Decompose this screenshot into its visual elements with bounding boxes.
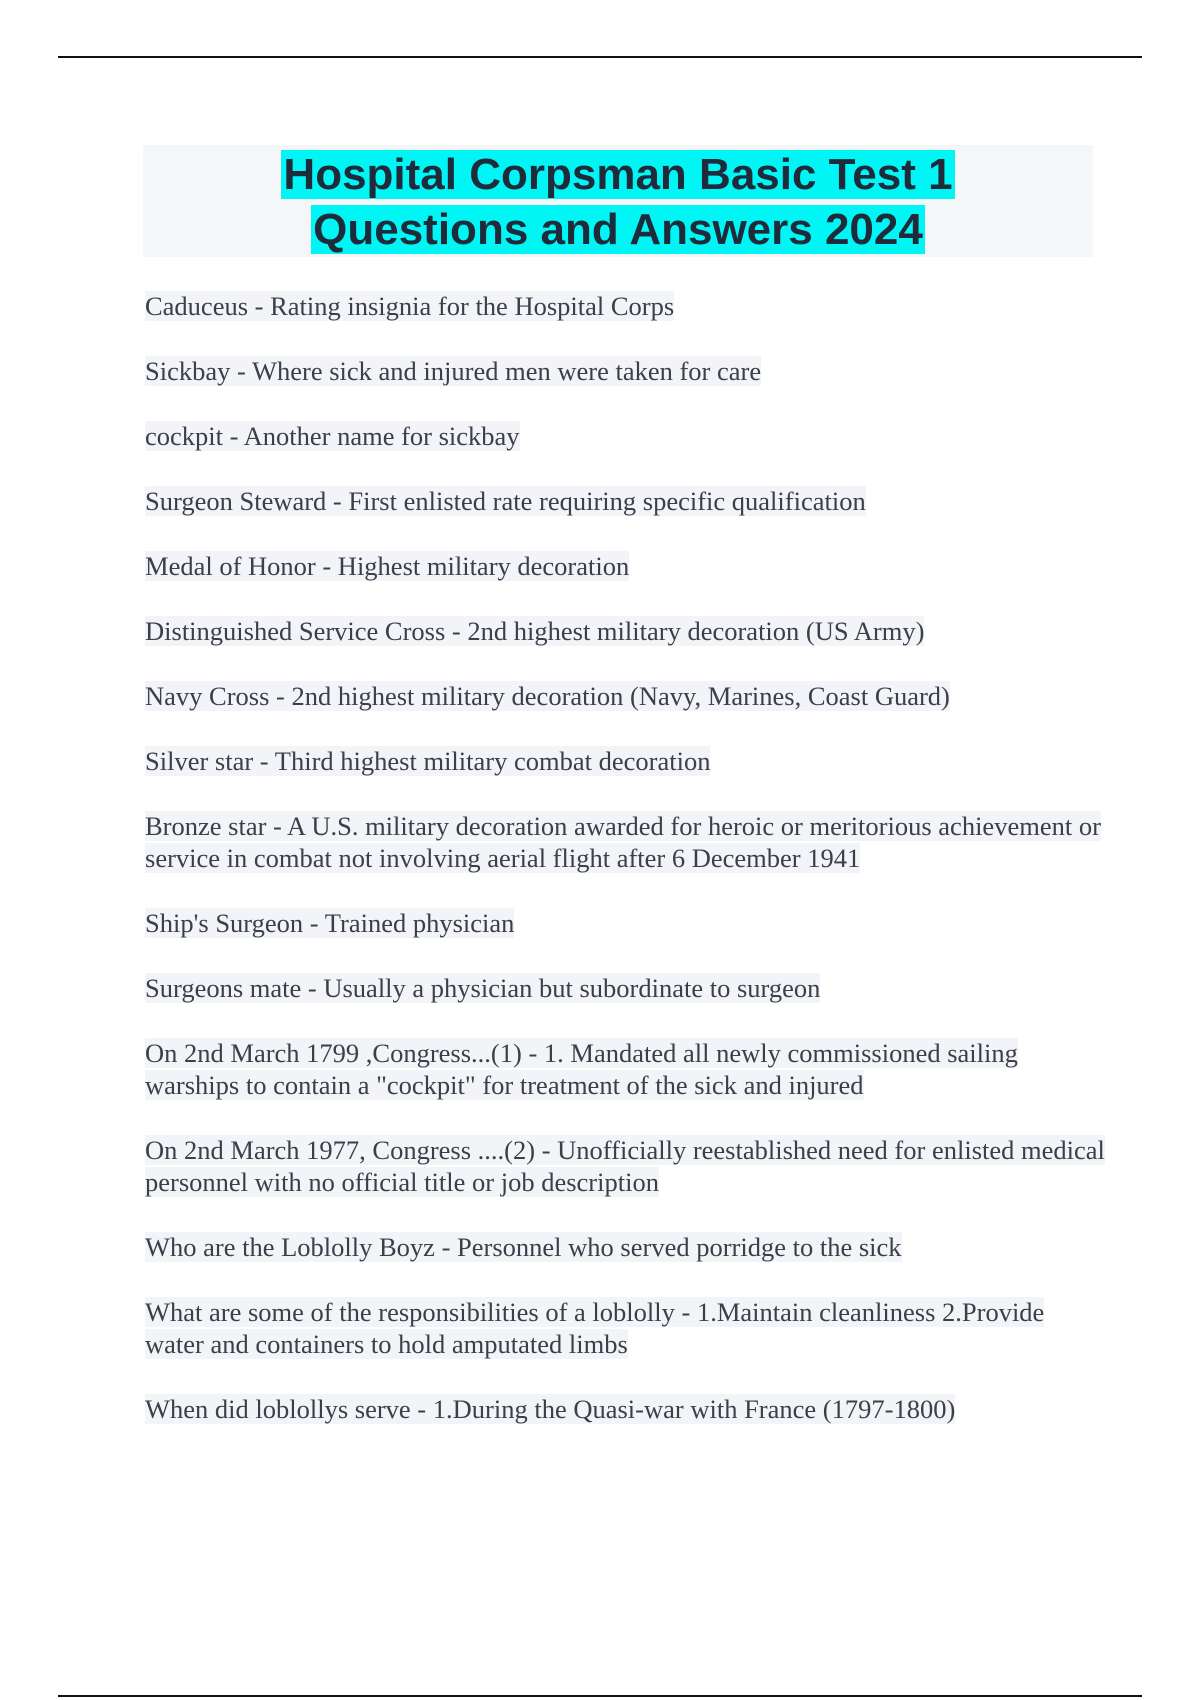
title-line-1: Hospital Corpsman Basic Test 1 bbox=[283, 150, 953, 199]
qa-item bbox=[145, 680, 1105, 712]
qa-item bbox=[145, 972, 1105, 1004]
qa-text: Ship's Surgeon - Trained physician bbox=[145, 908, 515, 938]
qa-text: Surgeon Steward - First enlisted rate requiring specific qualification bbox=[145, 486, 866, 516]
qa-item bbox=[145, 615, 1105, 647]
title-line-2: Questions and Answers 2024 bbox=[313, 205, 923, 254]
qa-list bbox=[145, 290, 1105, 1458]
qa-text: Caduceus - Rating insignia for the Hospital Corps bbox=[145, 291, 675, 321]
qa-text: cockpit - Another name for sickbay bbox=[145, 421, 520, 451]
qa-item bbox=[145, 1393, 1105, 1425]
document-title bbox=[143, 145, 1093, 257]
bottom-rule bbox=[58, 1695, 1142, 1697]
qa-text: Surgeons mate - Usually a physician but subordinate to surgeon bbox=[145, 973, 821, 1003]
title-block bbox=[143, 145, 1093, 257]
qa-text: Navy Cross - 2nd highest military decoration (Navy, Marines, Coast Guard) bbox=[145, 681, 950, 711]
qa-item bbox=[145, 355, 1105, 387]
qa-text: On 2nd March 1977, Congress ....(2) - Unofficially reestablished need for enlisted medical personnel with no official title or job description bbox=[145, 1135, 1105, 1197]
qa-item bbox=[145, 290, 1105, 322]
qa-item bbox=[145, 485, 1105, 517]
qa-item bbox=[145, 420, 1105, 452]
qa-text: Distinguished Service Cross - 2nd highest military decoration (US Army) bbox=[145, 616, 925, 646]
qa-item bbox=[145, 1134, 1105, 1198]
qa-text: Bronze star - A U.S. military decoration awarded for heroic or meritorious achievement or service in combat not involving aerial flight after 6 December 1941 bbox=[145, 811, 1101, 873]
qa-item bbox=[145, 745, 1105, 777]
qa-item bbox=[145, 810, 1105, 874]
qa-item bbox=[145, 550, 1105, 582]
top-rule bbox=[58, 56, 1142, 58]
qa-item bbox=[145, 907, 1105, 939]
qa-text: On 2nd March 1799 ,Congress...(1) - 1. Mandated all newly commissioned sailing warships to contain a "cockpit" for treatment of the sick and injured bbox=[145, 1038, 1018, 1100]
qa-text: Who are the Loblolly Boyz - Personnel who served porridge to the sick bbox=[145, 1232, 902, 1262]
qa-item bbox=[145, 1296, 1105, 1360]
qa-item bbox=[145, 1231, 1105, 1263]
qa-text: When did loblollys serve - 1.During the Quasi-war with France (1797-1800) bbox=[145, 1394, 956, 1424]
qa-item bbox=[145, 1037, 1105, 1101]
qa-text: What are some of the responsibilities of a loblolly - 1.Maintain cleanliness 2.Provide water and containers to hold amputated limbs bbox=[145, 1297, 1045, 1359]
qa-text: Sickbay - Where sick and injured men were taken for care bbox=[145, 356, 762, 386]
qa-text: Medal of Honor - Highest military decoration bbox=[145, 551, 630, 581]
qa-text: Silver star - Third highest military combat decoration bbox=[145, 746, 711, 776]
